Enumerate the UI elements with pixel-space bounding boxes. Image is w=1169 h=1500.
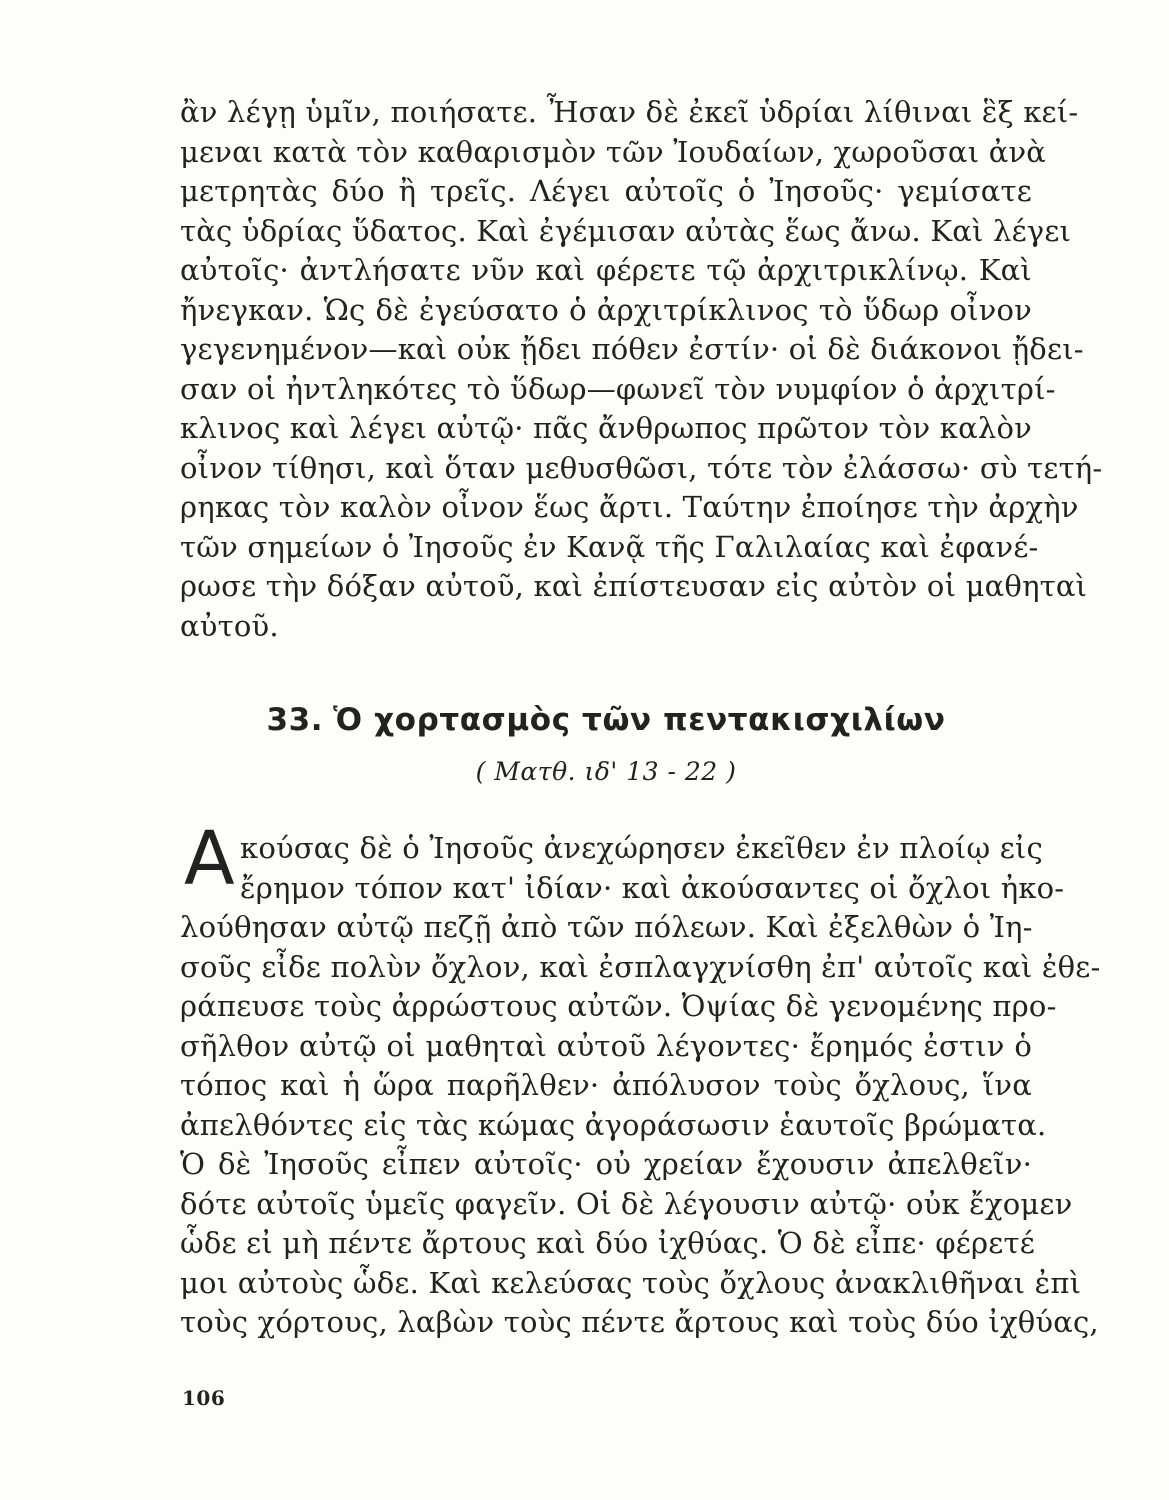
- text-line: αὐτοῖς· ἀντλήσατε νῦν καὶ φέρετε τῷ ἀρχιτρικλίνῳ. Καὶ: [180, 253, 1032, 287]
- section-number: 33.: [266, 702, 324, 738]
- section-title: Ὁ χορτασμὸς τῶν πεντακισχιλίων: [333, 702, 946, 738]
- text-line: λούθησαν αὐτῷ πεζῇ ἀπὸ τῶν πόλεων. Καὶ ἐξελθὼν ὁ Ἰη-: [180, 910, 1033, 944]
- text-line: τὰς ὑδρίας ὕδατος. Καὶ ἐγέμισαν αὐτὰς ἕως ἄνω. Καὶ λέγει: [180, 213, 1072, 248]
- top-passage: [180, 93, 1103, 646]
- text-line: ἂν λέγῃ ὑμῖν, ποιήσατε. Ἦσαν δὲ ἐκεῖ ὑδρίαι λίθιναι ἓξ κεί-: [180, 95, 1079, 129]
- text-line: κούσας δὲ ὁ Ἰησοῦς ἀνεχώρησεν ἐκεῖθεν ἐν πλοίῳ εἰς: [240, 831, 1043, 865]
- text-line: ἀπελθόντες εἰς τὰς κώμας ἀγοράσωσιν ἑαυτοῖς βρώματα.: [180, 1107, 1047, 1142]
- text-line: ἔρημον τόπον κατ' ἰδίαν· καὶ ἀκούσαντες οἱ ὄχλοι ἠκο-: [240, 870, 1065, 905]
- text-line: ράπευσε τοὺς ἀρρώστους αὐτῶν. Ὀψίας δὲ γενομένης προ-: [180, 989, 1057, 1023]
- text-line: αὐτοῦ.: [180, 608, 279, 643]
- text-line: τόπος καὶ ἡ ὥρα παρῆλθεν· ἀπόλυσον τοὺς ὄχλους, ἵνα: [180, 1068, 1032, 1102]
- text-line: τῶν σημείων ὁ Ἰησοῦς ἐν Κανᾷ τῆς Γαλιλαίας καὶ ἐφανέ-: [180, 529, 1039, 564]
- scripture-reference: ( Ματθ. ιδ' 13 - 22 ): [475, 757, 737, 786]
- second-passage: [180, 829, 1101, 1343]
- text-line: σῆλθον αὐτῷ οἱ μαθηταὶ αὐτοῦ λέγοντες· ἔρημός ἐστιν ὁ: [180, 1028, 1032, 1063]
- text-line: μετρητὰς δύο ἢ τρεῖς. Λέγει αὐτοῖς ὁ Ἰησοῦς· γεμίσατε: [180, 174, 1032, 208]
- text-line: τοὺς χόρτους, λαβὼν τοὺς πέντε ἄρτους καὶ τοὺς δύο ἰχθύας,: [180, 1305, 1099, 1339]
- text-line: ὧδε εἰ μὴ πέντε ἄρτους καὶ δύο ἰχθύας. Ὁ δὲ εἶπε· φέρετέ: [180, 1226, 1035, 1260]
- section-heading: [180, 702, 1032, 738]
- drop-cap: Α: [184, 816, 235, 902]
- text-line: οἶνον τίθησι, καὶ ὅταν μεθυσθῶσι, τότε τὸν ἐλάσσω· σὺ τετή-: [180, 450, 1103, 485]
- text-line: ρωσε τὴν δόξαν αὐτοῦ, καὶ ἐπίστευσαν εἰς αὐτὸν οἱ μαθηταὶ: [180, 569, 1088, 603]
- text-line: γεγενημένον—καὶ οὐκ ᾔδει πόθεν ἐστίν· οἱ δὲ διάκονοι ᾔδει-: [180, 332, 1084, 366]
- text-line: μεναι κατὰ τὸν καθαρισμὸν τῶν Ἰουδαίων, χωροῦσαι ἀνὰ: [180, 134, 1047, 169]
- page-number: 106: [182, 1386, 226, 1410]
- text-line: σοῦς εἶδε πολὺν ὄχλον, καὶ ἐσπλαγχνίσθη ἐπ' αὐτοῖς καὶ ἐθε-: [180, 949, 1101, 984]
- text-line: Ὁ δὲ Ἰησοῦς εἶπεν αὐτοῖς· οὐ χρείαν ἔχουσιν ἀπελθεῖν·: [180, 1147, 1032, 1181]
- text-line: σαν οἱ ἠντληκότες τὸ ὕδωρ—φωνεῖ τὸν νυμφίον ὁ ἀρχιτρί-: [180, 371, 1056, 406]
- text-line: ἤνεγκαν. Ὡς δὲ ἐγεύσατο ὁ ἀρχιτρίκλινος τὸ ὕδωρ οἶνον: [180, 292, 1032, 327]
- text-line: μοι αὐτοὺς ὧδε. Καὶ κελεύσας τοὺς ὄχλους ἀνακλιθῆναι ἐπὶ: [180, 1265, 1082, 1300]
- text-line: ρηκας τὸν καλὸν οἶνον ἕως ἄρτι. Ταύτην ἐποίησε τὴν ἀρχὴν: [180, 490, 1079, 524]
- text-line: δότε αὐτοῖς ὑμεῖς φαγεῖν. Οἱ δὲ λέγουσιν αὐτῷ· οὐκ ἔχομεν: [180, 1186, 1073, 1221]
- text-line: κλινος καὶ λέγει αὐτῷ· πᾶς ἄνθρωπος πρῶτον τὸν καλὸν: [180, 411, 1032, 445]
